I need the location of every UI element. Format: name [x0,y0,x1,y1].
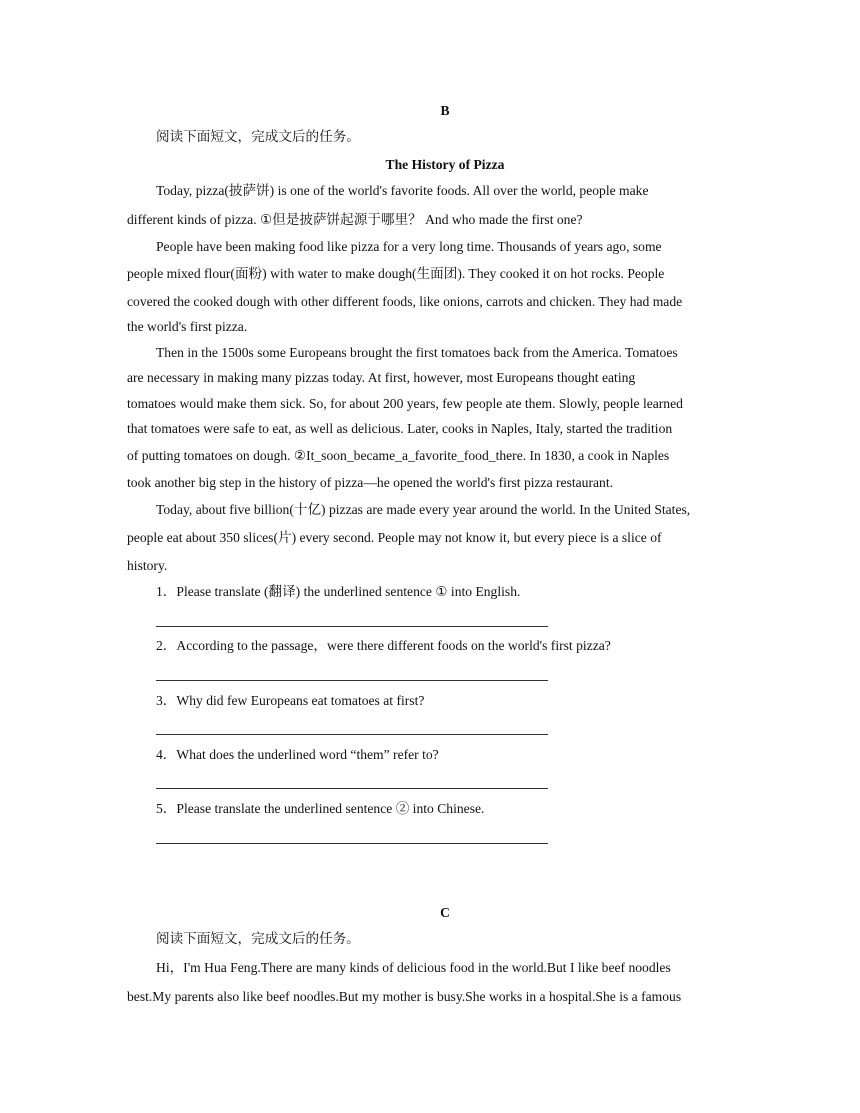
answer-line-4[interactable] [156,788,548,789]
question-5: 5．Please translate the underlined sentence ② into Chinese. [156,801,485,816]
passage-line: Today, about five billion(十亿) pizzas are made every year around the world. In the United States, [156,502,691,517]
section-b-letter: B [440,103,450,118]
section-c-instruction: 阅读下面短文，完成文后的任务。 [156,931,360,946]
passage-line: history. [127,558,168,573]
passage-line: best.My parents also like beef noodles.But my mother is busy.She works in a hospital.She is a famous [127,989,682,1004]
passage-line: Hi，I'm Hua Feng.There are many kinds of delicious food in the world.But I like beef noodles [156,960,671,975]
answer-line-2[interactable] [156,680,548,681]
question-3: 3．Why did few Europeans eat tomatoes at first? [156,693,425,708]
passage-line: that tomatoes were safe to eat, as well as delicious. Later, cooks in Naples, Italy, started the tradition [127,421,673,436]
passage-line: people eat about 350 slices(片) every second. People may not know it, but every piece is a slice of [127,530,662,545]
answer-line-3[interactable] [156,734,548,735]
passage-line: of putting tomatoes on dough. ②It_soon_became_a_favorite_food_there. In 1830, a cook in Naples [127,448,670,463]
answer-line-1[interactable] [156,626,548,627]
section-b-instruction: 阅读下面短文，完成文后的任务。 [156,129,360,144]
passage-line: are necessary in making many pizzas today. At first, however, most Europeans thought eating [127,370,636,385]
passage-line: Then in the 1500s some Europeans brought the first tomatoes back from the America. Tomatoes [156,345,678,360]
section-c-letter: C [440,905,450,920]
passage-line: people mixed flour(面粉) with water to make dough(生面团). They cooked it on hot rocks. People [127,266,665,281]
passage-line: Today, pizza(披萨饼) is one of the world's favorite foods. All over the world, people make [156,183,649,198]
passage-line: People have been making food like pizza for a very long time. Thousands of years ago, some [156,239,662,254]
passage-line: covered the cooked dough with other different foods, like onions, carrots and chicken. They had made [127,294,683,309]
question-4: 4．What does the underlined word “them” refer to? [156,747,439,762]
question-2: 2．According to the passage，were there different foods on the world's first pizza? [156,638,611,653]
answer-line-5[interactable] [156,843,548,844]
passage-line: different kinds of pizza. ①但是披萨饼起源于哪里？ And who made the first one? [127,212,583,227]
passage-line: the world's first pizza. [127,319,248,334]
passage-title: The History of Pizza [385,157,505,172]
question-1: 1．Please translate (翻译) the underlined sentence ① into English. [156,584,521,599]
passage-line: took another big step in the history of pizza—he opened the world's first pizza restaurant. [127,475,614,490]
passage-line: tomatoes would make them sick. So, for about 200 years, few people ate them. Slowly, people learned [127,396,683,411]
